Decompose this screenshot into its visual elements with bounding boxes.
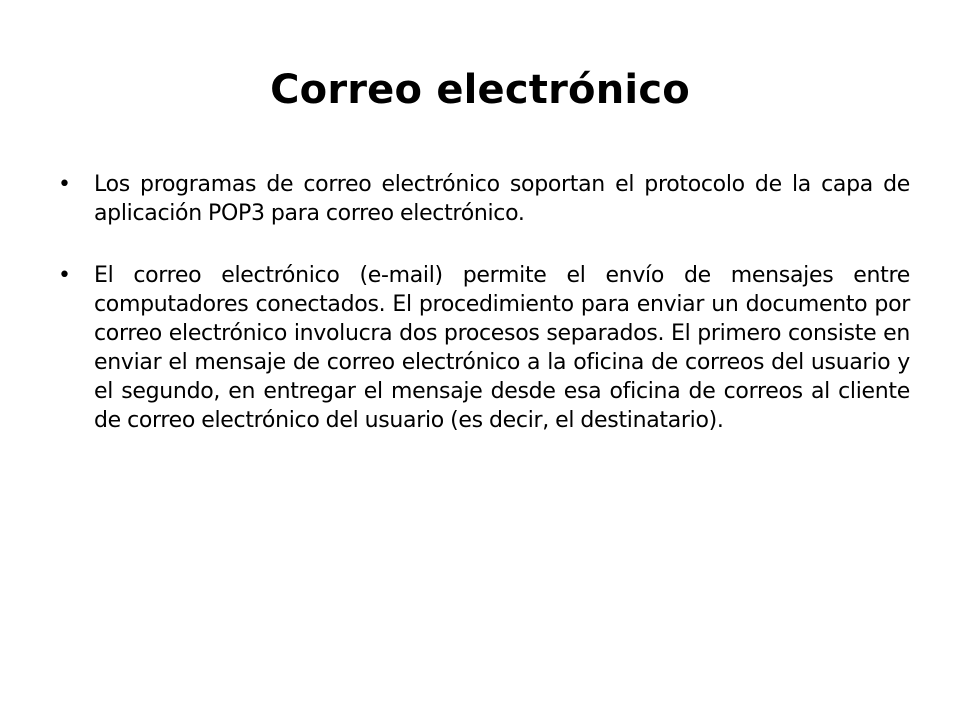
slide-title: Correo electrónico — [270, 67, 690, 113]
bullet-dot-icon: • — [58, 172, 71, 197]
bullet-text: Los programas de correo electrónico soportan el protocolo de la capa de aplicación POP3 para correo electrónico. — [94, 172, 910, 226]
bullet-dot-icon: • — [58, 263, 71, 288]
bullet-text: El correo electrónico (e-mail) permite el envío de mensajes entre computadores conectados. El procedimiento para enviar un documento por correo electrónico involucra dos procesos separados. El primero consiste en enviar el mensaje de correo electrónico a la oficina de correos del usuario y el segundo, en entregar el mensaje desde esa oficina de correos al cliente de correo electrónico del usuario (es decir, el destinatario). — [94, 263, 910, 433]
bullet-item — [58, 261, 910, 435]
bullet-list — [58, 170, 910, 468]
bullet-item — [58, 170, 910, 228]
